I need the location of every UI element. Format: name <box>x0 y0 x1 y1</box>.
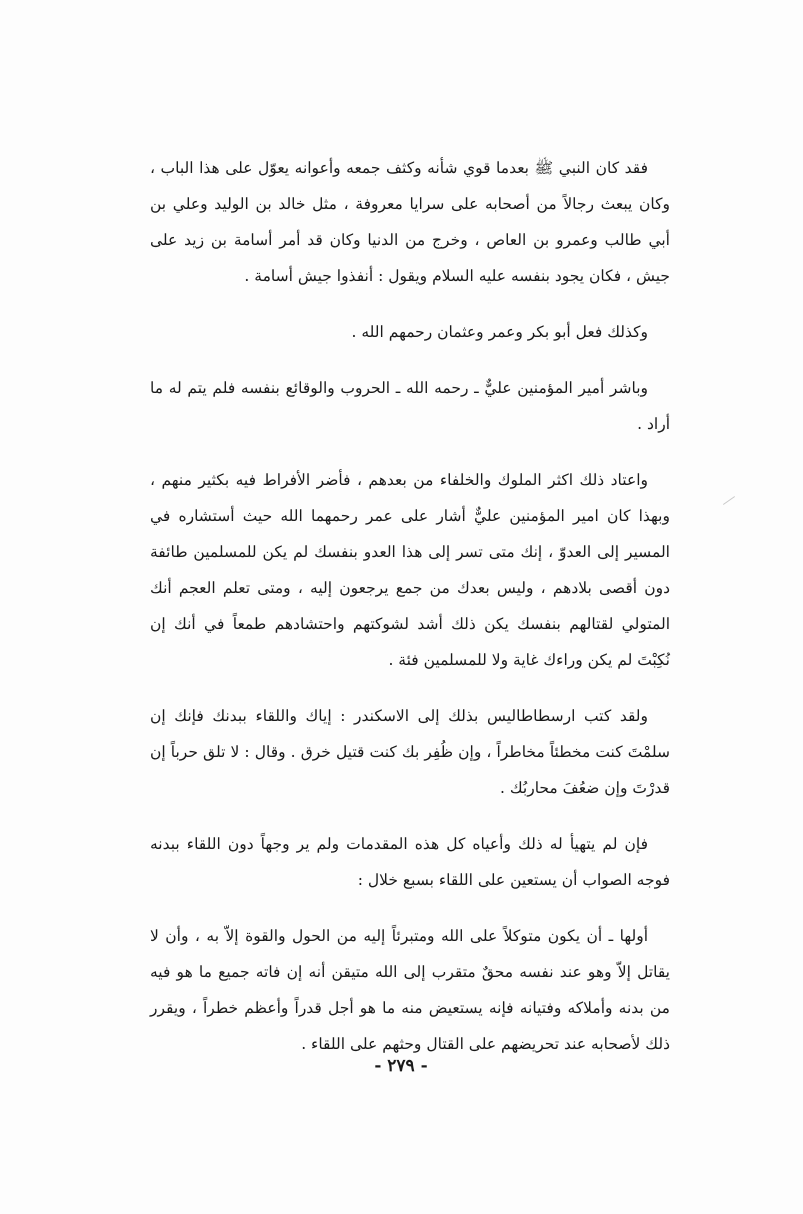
paragraph-4: واعتاد ذلك اكثر الملوك والخلفاء من بعدهم ، فأضر الأفراط فيه بكثير منهم ، وبهذا كان امير المؤمنين عليٌّ أشار على عمر رحمهما الله حيث أستشاره في المسير إلى العدوّ ، إنك متى تسر إلى هذا العدو بنفسك لم يكن للمسلمين طائفة دون أقصى بلادهم ، وليس بعدك من جمع يرجعون إليه ، ومتى تعلم العجم أنك المتولي لقتالهم بنفسك يكن ذلك أشد لشوكتهم واحتشادهم طمعاً في أنك إن نُكِبْتَ لم يكن وراءك غاية ولا للمسلمين فئة . <box>150 471 670 669</box>
paragraph-2: وكذلك فعل أبو بكر وعمر وعثمان رحمهم الله . <box>351 323 648 341</box>
paragraph-5: ولقد كتب ارسطاطاليس بذلك إلى الاسكندر : إياك واللقاء ببدنك فإنك إن سلمْتَ كنت مخطئاً مخاطراً ، وإن ظُفِر بك كنت قتيل خرق . وقال : لا تلق حرباً إن قدرْتَ وإن ضعُفَ محاربُك . <box>150 707 670 797</box>
scan-artifact <box>723 496 735 505</box>
paragraph-3: وباشر أمير المؤمنين عليٌّ ـ رحمه الله ـ الحروب والوقائع بنفسه فلم يتم له ما أراد . <box>150 379 670 433</box>
paragraph-7: أولها ـ أن يكون متوكلاً على الله ومتبرئاً إليه من الحول والقوة إلاّ به ، وأن لا يقاتل إلاّ وهو عند نفسه محقٌ متقرب إلى الله متيقن أنه إن فاته جميع ما هو فيه من بدنه وأملاكه وفتيانه فإنه يستعيض منه ما هو أجل قدراً وأعظم خطراً ، ويقرر ذلك لأصحابه عند تحريضهم على القتال وحثهم على اللقاء . <box>150 927 670 1053</box>
page-number: - ٢٧٩ - <box>374 1056 428 1076</box>
body-text <box>150 150 670 1082</box>
paragraph-1: فقد كان النبي ﷺ بعدما قوي شأنه وكثف جمعه وأعوانه يعوّل على هذا الباب ، وكان يبعث رجالاً من أصحابه على سرايا معروفة ، مثل خالد بن الوليد وعلي بن أبي طالب وعمرو بن العاص ، وخرج من الدنيا وكان قد أمر أسامة بن زيد على جيش ، فكان يجود بنفسه عليه السلام ويقول : أنفذوا جيش أسامة . <box>150 159 670 285</box>
paragraph-6: فإن لم يتهيأ له ذلك وأعياه كل هذه المقدمات ولم ير وجهاً دون اللقاء ببدنه فوجه الصواب أن يستعين على اللقاء بسبع خلال : <box>150 835 670 889</box>
